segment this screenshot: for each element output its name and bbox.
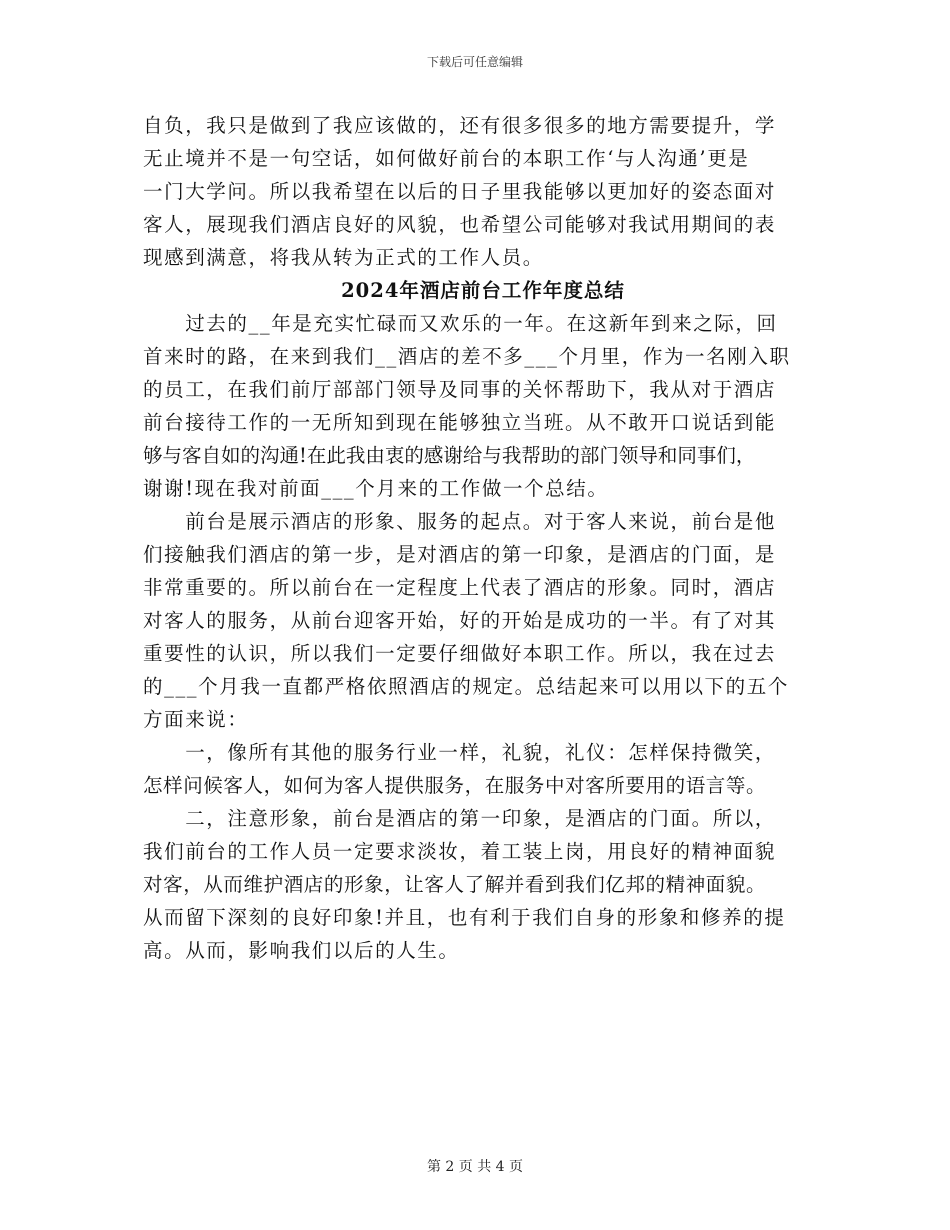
text-line: 现感到满意，将我从转为正式的工作人员。	[143, 246, 544, 269]
text-line: 对客人的服务，从前台迎客开始，好的开始是成功的一半。有了对其	[143, 609, 777, 632]
page-footer: 第 2 页 共 4 页	[426, 1159, 524, 1175]
text-line: 一门大学问。所以我希望在以后的日子里我能够以更加好的姿态面对	[143, 180, 777, 203]
text-line: 一，像所有其他的服务行业一样，礼貌，礼仪：怎样保持微笑，	[143, 741, 777, 764]
text-line: 方面来说：	[143, 708, 249, 731]
text-line: 们接触我们酒店的第一步，是对酒店的第一印象，是酒店的门面，是	[143, 543, 777, 566]
text-line: 的___个月我一直都严格依照酒店的规定。总结起来可以用以下的五个	[143, 675, 789, 698]
text-line: 自负，我只是做到了我应该做的，还有很多很多的地方需要提升，学	[143, 114, 777, 137]
text-line: 谢谢!现在我对前面___个月来的工作做一个总结。	[143, 477, 609, 500]
text-line: 我们前台的工作人员一定要求淡妆，着工装上岗，用良好的精神面貌	[143, 840, 777, 863]
text-line: 客人，展现我们酒店良好的风貌，也希望公司能够对我试用期间的表	[143, 213, 777, 236]
text-line: 无止境并不是一句空话，如何做好前台的本职工作‘与人沟通’更是	[143, 147, 750, 170]
text-line: 非常重要的。所以前台在一定程度上代表了酒店的形象。同时，酒店	[143, 576, 777, 599]
text-line: 重要性的认识，所以我们一定要仔细做好本职工作。所以，我在过去	[143, 642, 777, 665]
text-line: 二，注意形象，前台是酒店的第一印象，是酒店的门面。所以，	[143, 807, 777, 830]
text-line: 从而留下深刻的良好印象!并且，也有利于我们自身的形象和修养的提	[143, 906, 786, 929]
text-line: 首来时的路，在来到我们__酒店的差不多___个月里，作为一名刚入职	[143, 345, 791, 368]
text-line: 前台接待工作的一无所知到现在能够独立当班。从不敢开口说话到能	[143, 411, 777, 434]
text-line: 前台是展示酒店的形象、服务的起点。对于客人来说，前台是他	[143, 510, 777, 533]
text-line: 过去的__年是充实忙碌而又欢乐的一年。在这新年到来之际，回	[143, 312, 778, 335]
text-line: 够与客自如的沟通!在此我由衷的感谢给与我帮助的部门领导和同事们，	[143, 444, 756, 467]
text-line: 的员工，在我们前厅部部门领导及同事的关怀帮助下，我从对于酒店	[143, 378, 777, 401]
text-line: 高。从而，影响我们以后的人生。	[143, 939, 460, 962]
document-body	[143, 109, 823, 967]
text-line: 对客，从而维护酒店的形象，让客人了解并看到我们亿邦的精神面貌。	[143, 873, 767, 896]
page-header: 下载后可任意编辑	[426, 55, 523, 69]
text-line: 怎样问候客人，如何为客人提供服务，在服务中对客所要用的语言等。	[143, 774, 767, 797]
document-title: 2024年酒店前台工作年度总结	[341, 279, 625, 302]
